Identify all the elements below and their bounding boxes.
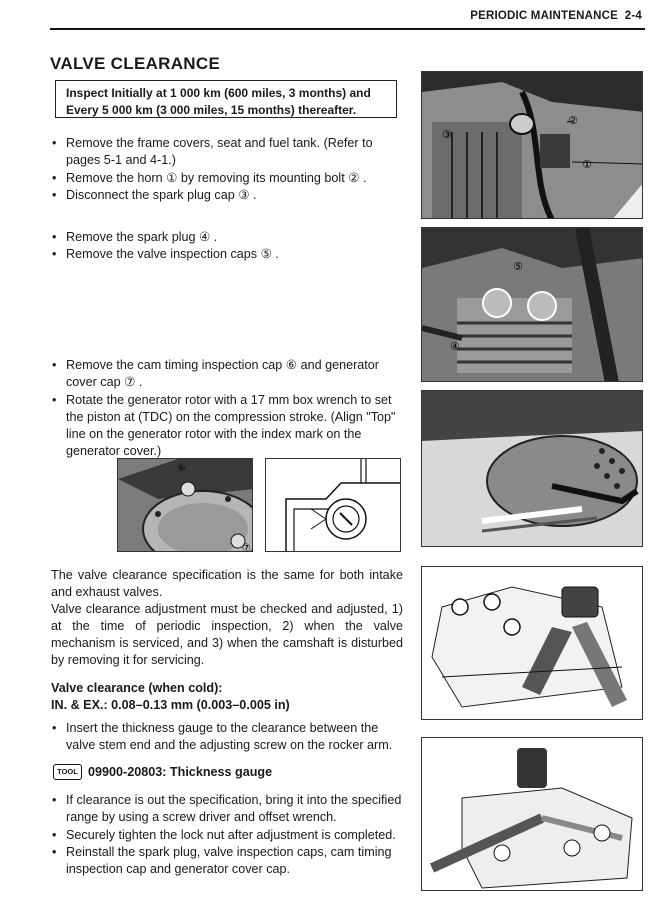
callout-4: ④ xyxy=(450,340,460,353)
spark-plug-photo xyxy=(421,227,643,382)
list-item: • Reinstall the spark plug, valve inspection caps, cam timing inspection cap and generator cover cap. xyxy=(51,844,407,879)
step-list-1 xyxy=(51,135,407,204)
step-list-4 xyxy=(51,720,407,755)
generator-rotor-photo xyxy=(421,390,643,547)
list-item: • Disconnect the spark plug cap ③ . xyxy=(51,187,407,204)
special-tool xyxy=(51,764,272,780)
callout-5: ⑤ xyxy=(513,260,523,273)
list-item: • If clearance is out the specification, bring it into the specified range by using a screw driver and offset wrench. xyxy=(51,792,407,827)
list-item: • Remove the frame covers, seat and fuel tank. (Refer to pages 5-1 and 4-1.) xyxy=(51,135,407,170)
inspection-interval-box xyxy=(55,80,397,118)
list-item: • Securely tighten the lock nut after adjustment is completed. xyxy=(51,827,407,844)
callout-2: ② xyxy=(568,114,578,127)
spec-paragraph: The valve clearance specification is the same for both intake and exhaust valves. xyxy=(51,568,403,600)
header-rule xyxy=(50,28,645,30)
page-header xyxy=(470,10,642,22)
interval-line-1: Inspect Initially at 1 000 km (600 miles, 3 months) and xyxy=(66,86,371,100)
thickness-gauge-photo-2 xyxy=(421,737,643,891)
tool-text: 09900-20803: Thickness gauge xyxy=(88,765,273,779)
step-list-3 xyxy=(51,357,407,461)
spec-title: Valve clearance (when cold): xyxy=(51,681,223,695)
list-item: • Remove the valve inspection caps ⑤ . xyxy=(51,246,407,263)
horn-photo xyxy=(421,71,643,219)
header-page-number: 2-4 xyxy=(624,10,642,22)
callout-7: ⑦ xyxy=(242,543,251,552)
adjustment-paragraph: Valve clearance adjustment must be checked and adjusted, 1) at the time of periodic inspection, 2) when the valve mechanism is serviced, and 3) when the camshaft is disturbed by removing it for servicing. xyxy=(51,602,403,668)
callout-3: ③ xyxy=(442,128,452,141)
step-list-5 xyxy=(51,792,407,878)
interval-line-2: Every 5 000 km (3 000 miles, 15 months) thereafter. xyxy=(66,103,357,117)
list-item: • Insert the thickness gauge to the clearance between the valve stem end and the adjusting screw on the rocker arm. xyxy=(51,720,407,755)
header-section: PERIODIC MAINTENANCE xyxy=(470,10,618,22)
step-list-2 xyxy=(51,229,407,264)
tool-icon: TOOL xyxy=(53,764,82,780)
thickness-gauge-photo-1 xyxy=(421,566,643,720)
callout-1: ① xyxy=(582,158,592,171)
section-title: VALVE CLEARANCE xyxy=(50,54,221,73)
list-item: • Remove the horn ① by removing its mounting bolt ② . xyxy=(51,170,407,187)
callout-6: ⑥ xyxy=(177,463,186,474)
list-item: • Remove the cam timing inspection cap ⑥ and generator cover cap ⑦ . xyxy=(51,357,407,392)
spec-value: IN. & EX.: 0.08–0.13 mm (0.003–0.005 in) xyxy=(51,698,290,712)
generator-cover-photo xyxy=(117,458,253,552)
timing-mark-diagram xyxy=(265,458,401,552)
list-item: • Remove the spark plug ④ . xyxy=(51,229,407,246)
list-item: • Rotate the generator rotor with a 17 mm box wrench to set the piston at (TDC) on the compression stroke. (Align "Top" line on the generator rotor with the index mark on the generator cover.) xyxy=(51,392,407,461)
